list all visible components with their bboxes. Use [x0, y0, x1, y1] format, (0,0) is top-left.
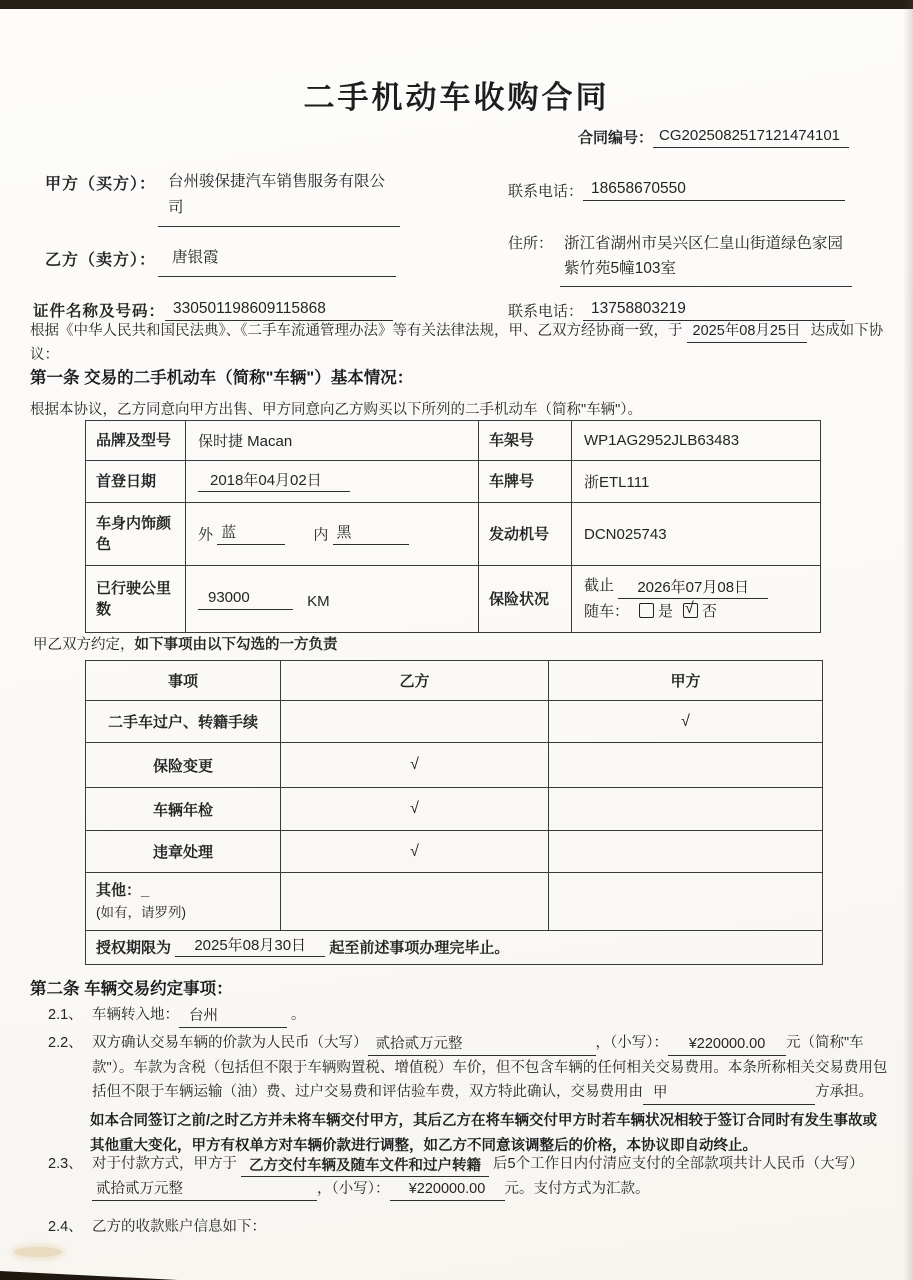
- resp-item: 保险变更: [86, 743, 281, 788]
- payment-amount-figures: ¥220000.00: [390, 1180, 505, 1201]
- photo-edge-shadow: [903, 0, 913, 1280]
- firstreg-label: 首登日期: [86, 461, 186, 503]
- preamble-text-2: 达成如下协议：: [30, 323, 884, 363]
- note-normal: 甲乙双方约定，: [33, 637, 135, 653]
- resp-check-a: √: [549, 701, 823, 743]
- contract-number-label: 合同编号：: [578, 129, 654, 147]
- note-bold: 如下事项由以下勾选的一方负责: [134, 637, 338, 653]
- resp-check-a: [549, 743, 823, 788]
- contract-page: [0, 9, 913, 1280]
- table-row: [86, 701, 823, 743]
- color-ext-value: 蓝: [217, 523, 285, 545]
- photo-smudge: [14, 1247, 62, 1257]
- clause-2-2-text-1: 双方确认交易车辆的价款为人民币（大写）: [92, 1035, 368, 1051]
- resp-check-b: √: [281, 831, 549, 873]
- party-b-address-label: 住所：: [508, 235, 554, 252]
- party-b-id-row: [33, 299, 393, 321]
- page-title: 二手机动车收购合同: [303, 80, 610, 115]
- color-ext-prefix: 外: [198, 526, 214, 544]
- insurance-until-prefix: 截止: [584, 577, 615, 594]
- color-int-prefix: 内: [313, 526, 329, 544]
- col-header-item: 事项: [86, 661, 281, 701]
- clause-2-3-text-3: ，（小写）：: [317, 1180, 390, 1197]
- clause-2-3-text-4: 元。支付方式为汇款。: [504, 1180, 650, 1197]
- article2-heading: 第二条 车辆交易约定事项：: [30, 980, 233, 998]
- engine-label: 发动机号: [479, 503, 572, 566]
- sign-date: 2025年08月25日: [687, 322, 807, 343]
- clause-2-1-text: 车辆转入地：: [92, 1007, 179, 1023]
- party-b-phone-value: 13758803219: [583, 299, 845, 321]
- clause-2-4-text: 乙方的收款账户信息如下：: [92, 1219, 266, 1235]
- clause-2-3-text-1: 对于付款方式，甲方于: [92, 1156, 242, 1172]
- party-b-phone-row: [508, 299, 845, 321]
- party-a-label: 甲方（买方）：: [45, 176, 157, 193]
- clause-2-4: [48, 1215, 266, 1240]
- payment-amount-words: 贰拾贰万元整: [92, 1180, 317, 1201]
- firstreg-value: 2018年04月02日: [198, 471, 350, 493]
- article1-heading: 第一条 交易的二手机动车（简称"车辆"）基本情况：: [30, 369, 414, 387]
- insurance-until-date: 2026年07月08日: [618, 578, 768, 600]
- checkbox-yes: [639, 603, 654, 618]
- party-b-id-value: 330501198609115868: [165, 299, 393, 321]
- auth-date: 2025年08月30日: [175, 936, 325, 958]
- insurance-label: 保险状况: [479, 566, 572, 633]
- party-b-label: 乙方（卖方）：: [45, 252, 157, 269]
- resp-check-b: [281, 701, 549, 743]
- checkbox-no: [683, 600, 698, 618]
- article1-intro: 根据本协议，乙方同意向甲方出售、甲方同意向乙方购买以下所列的二手机动车（简称"车辆"）。: [30, 402, 643, 418]
- plate-label: 车牌号: [479, 461, 572, 503]
- preamble: [30, 319, 888, 367]
- auth-suffix: 起至前述事项办理完毕止。: [329, 939, 510, 957]
- table-row: [86, 421, 821, 461]
- mileage-label: 已行驶公里数: [86, 566, 186, 633]
- resp-item: 车辆年检: [86, 788, 281, 831]
- party-a-phone-row: [508, 179, 845, 201]
- clause-2-2-bold-paragraph: 如本合同签订之前/之时乙方并未将车辆交付甲方，其后乙方在将车辆交付甲方时若车辆状况相较于签订合同时有发生事故或其他重大变化，甲方有权单方对车辆价款进行调整，如乙方不同意该调整后的价格，本协议即自动终止。: [90, 1113, 878, 1154]
- insurance-carry-prefix: 随车：: [584, 603, 630, 620]
- clause-2-3: [48, 1152, 900, 1201]
- plate-value: 浙ETL111: [572, 461, 821, 503]
- mileage-unit: KM: [307, 592, 330, 610]
- contract-number-value: CG2025082517121474101: [653, 126, 849, 148]
- transfer-city-value: 台州: [179, 1007, 287, 1028]
- resp-check-a: [549, 788, 823, 831]
- table-row: [86, 831, 823, 873]
- party-a-phone-value: 18658670550: [583, 179, 845, 201]
- resp-check-a: [549, 831, 823, 873]
- other-check-a: [549, 873, 823, 931]
- color-int-value: 黑: [333, 523, 409, 545]
- contract-number-row: [578, 126, 849, 148]
- price-in-figures: ¥220000.00: [668, 1035, 786, 1056]
- table-row-authorization: [86, 931, 823, 965]
- clause-2-3-text-2: 后5个工作日内付清应支付的全部款项共计人民币（大写）: [489, 1156, 864, 1172]
- payment-condition-value: 乙方交付车辆及随车文件和过户转籍: [241, 1157, 489, 1177]
- table-header-row: [86, 661, 823, 701]
- table-row-other: [86, 873, 823, 931]
- price-in-words: 贰拾贰万元整: [368, 1035, 596, 1056]
- resp-item: 违章处理: [86, 831, 281, 873]
- vin-value: WP1AG2952JLB63483: [572, 421, 821, 461]
- col-header-party-b: 乙方: [281, 661, 549, 701]
- table-row: [86, 503, 821, 566]
- party-b-address-value: 浙江省湖州市吴兴区仁皇山街道绿色家园紫竹苑5幢103室: [560, 231, 852, 287]
- party-b-phone-label: 联系电话：: [508, 303, 584, 321]
- other-check-b: [281, 873, 549, 931]
- fee-bearer-value: 甲: [643, 1084, 815, 1105]
- party-a-phone-label: 联系电话：: [508, 183, 584, 201]
- option-no-label: 否: [702, 603, 718, 620]
- vehicle-info-table: [85, 420, 821, 633]
- party-b-address-row: [508, 231, 852, 287]
- auth-prefix: 授权期限为: [96, 939, 172, 957]
- clause-2-4-number: 2.4、: [48, 1219, 83, 1235]
- resp-item: 二手车过户、转籍手续: [86, 701, 281, 743]
- clause-2-2-text-2: ，（小写）：: [595, 1035, 668, 1051]
- color-label: 车身内饰颜色: [86, 503, 186, 566]
- clause-2-1: [48, 1003, 306, 1028]
- table-row: [86, 461, 821, 503]
- table-row: [86, 743, 823, 788]
- clause-2-1-number: 2.1、: [48, 1007, 83, 1023]
- engine-value: DCN025743: [572, 503, 821, 566]
- col-header-party-a: 甲方: [549, 661, 823, 701]
- clause-2-2-number: 2.2、: [48, 1035, 83, 1051]
- mileage-value: 93000: [198, 588, 293, 610]
- clause-2-3-number: 2.3、: [48, 1156, 83, 1172]
- responsibility-note: [33, 633, 338, 654]
- preamble-text-1: 根据《中华人民共和国民法典》、《二手车流通管理办法》等有关法律法规，甲、乙双方经协商一致，于: [30, 323, 683, 339]
- brand-value: 保时捷 Macan: [186, 421, 479, 461]
- clause-2-2-text-4: 方承担。: [815, 1084, 873, 1100]
- clause-2-2: [48, 1031, 892, 1105]
- vin-label: 车架号: [479, 421, 572, 461]
- table-row: [86, 566, 821, 633]
- resp-check-b: √: [281, 788, 549, 831]
- brand-label: 品牌及型号: [86, 421, 186, 461]
- clause-2-1-period: 。: [291, 1007, 306, 1023]
- other-note: (如有，请罗列): [96, 904, 186, 920]
- clause-2-2-text-3: 元（简称"车款"）。车款为含税（包括但不限于车辆购置税、增值税）车价，但不包含车辆的任何相关交易费用。本条所称相关交易费用包括但不限于车辆运输（油）费、过户交易费和评估验车费，双方特此确认，交易费用由: [92, 1035, 888, 1100]
- option-yes-label: 是: [658, 603, 674, 620]
- checkbox-no-mark: √: [685, 600, 694, 617]
- party-b-name: 唐银霞: [158, 245, 396, 277]
- resp-check-b: √: [281, 743, 549, 788]
- party-a-name: 台州骏保捷汽车销售服务有限公司: [158, 169, 400, 227]
- other-label: 其他：_: [96, 881, 150, 899]
- responsibility-table: [85, 660, 823, 965]
- table-row: [86, 788, 823, 831]
- party-b-id-label: 证件名称及号码：: [33, 303, 166, 321]
